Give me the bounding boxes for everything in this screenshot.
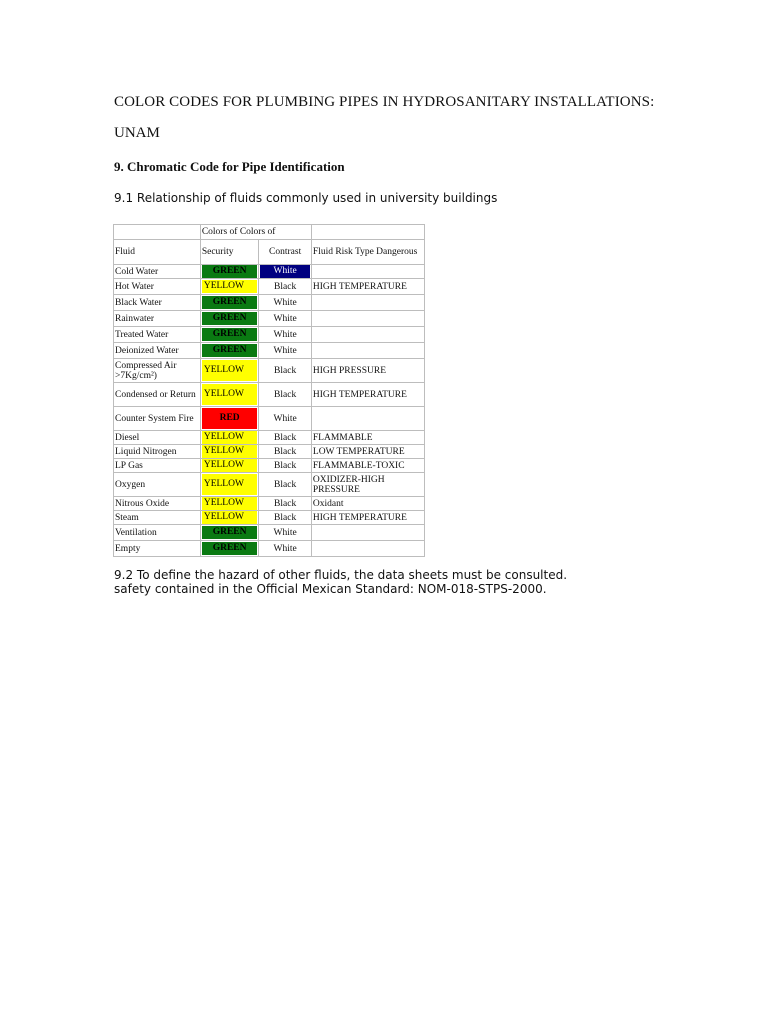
security-color-chip: YELLOW	[202, 497, 258, 510]
security-color-cell	[200, 497, 259, 511]
security-color-chip: YELLOW	[202, 280, 258, 293]
header-security: Security	[200, 240, 259, 265]
fluid-cell: Hot Water	[114, 279, 201, 295]
subsection-heading: 9.1 Relationship of fluids commonly used in university buildings	[114, 191, 498, 205]
security-color-chip: RED	[202, 408, 258, 429]
fluid-cell: Steam	[114, 511, 201, 525]
security-color-cell	[200, 445, 259, 459]
contrast-cell: Black	[259, 383, 312, 407]
table-row	[114, 497, 425, 511]
security-color-chip: GREEN	[202, 265, 258, 278]
contrast-cell: Black	[259, 497, 312, 511]
table-row	[114, 407, 425, 431]
security-color-cell	[200, 431, 259, 445]
note-9-2-line-1: 9.2 To define the hazard of other fluids, the data sheets must be consulted.	[114, 568, 568, 582]
risk-cell: FLAMMABLE-TOXIC	[311, 459, 424, 473]
risk-cell	[311, 295, 424, 311]
table-row	[114, 295, 425, 311]
table-row	[114, 311, 425, 327]
table-row	[114, 473, 425, 497]
contrast-cell: Black	[259, 445, 312, 459]
table-row	[114, 511, 425, 525]
table-row	[114, 383, 425, 407]
security-color-chip: YELLOW	[202, 459, 258, 472]
contrast-cell: White	[259, 327, 312, 343]
security-color-cell	[200, 295, 259, 311]
contrast-cell: White	[259, 295, 312, 311]
risk-cell	[311, 407, 424, 431]
fluid-cell: Oxygen	[114, 473, 201, 497]
table-row	[114, 445, 425, 459]
security-color-cell	[200, 473, 259, 497]
table-row	[114, 525, 425, 541]
fluid-cell: LP Gas	[114, 459, 201, 473]
fluid-cell: Condensed or Return	[114, 383, 201, 407]
table-row	[114, 265, 425, 279]
fluid-cell: Empty	[114, 541, 201, 557]
risk-cell	[311, 525, 424, 541]
contrast-cell: Black	[259, 359, 312, 383]
fluid-cell: Rainwater	[114, 311, 201, 327]
contrast-cell: White	[259, 525, 312, 541]
contrast-cell: White	[259, 541, 312, 557]
fluid-cell: Compressed Air >7Kg/cm²)	[114, 359, 201, 383]
color-code-table	[113, 224, 425, 557]
section-heading: 9. Chromatic Code for Pipe Identification	[114, 159, 345, 174]
security-color-cell	[200, 383, 259, 407]
risk-cell	[311, 265, 424, 279]
fluid-cell: Deionized Water	[114, 343, 201, 359]
table-row	[114, 343, 425, 359]
security-color-cell	[200, 327, 259, 343]
risk-cell: FLAMMABLE	[311, 431, 424, 445]
risk-cell: HIGH TEMPERATURE	[311, 279, 424, 295]
contrast-cell: Black	[259, 279, 312, 295]
fluid-cell: Cold Water	[114, 265, 201, 279]
security-color-chip: YELLOW	[202, 384, 258, 405]
contrast-cell: Black	[259, 431, 312, 445]
security-color-cell	[200, 511, 259, 525]
security-color-cell	[200, 265, 259, 279]
fluid-cell: Diesel	[114, 431, 201, 445]
header-cell-empty	[114, 225, 201, 240]
security-color-chip: GREEN	[202, 312, 258, 325]
risk-cell: HIGH TEMPERATURE	[311, 383, 424, 407]
security-color-chip: GREEN	[202, 526, 258, 539]
contrast-cell: Black	[259, 473, 312, 497]
header-row-top	[114, 225, 425, 240]
security-color-cell	[200, 311, 259, 327]
contrast-cell: White	[259, 343, 312, 359]
security-color-chip: YELLOW	[202, 445, 258, 458]
security-color-cell	[200, 359, 259, 383]
table-row	[114, 359, 425, 383]
contrast-cell: Black	[259, 511, 312, 525]
table-row	[114, 279, 425, 295]
risk-cell: HIGH TEMPERATURE	[311, 511, 424, 525]
table-row	[114, 541, 425, 557]
risk-cell: LOW TEMPERATURE	[311, 445, 424, 459]
institution-name: UNAM	[114, 125, 160, 141]
security-color-cell	[200, 525, 259, 541]
risk-cell: OXIDIZER-HIGH PRESSURE	[311, 473, 424, 497]
fluid-cell: Nitrous Oxide	[114, 497, 201, 511]
security-color-chip: GREEN	[202, 344, 258, 357]
note-9-2-line-2: safety contained in the Official Mexican Standard: NOM-018-STPS-2000.	[114, 582, 547, 596]
security-color-cell	[200, 459, 259, 473]
contrast-color-chip: White	[260, 265, 310, 278]
security-color-cell	[200, 541, 259, 557]
risk-cell	[311, 327, 424, 343]
risk-cell	[311, 311, 424, 327]
risk-cell: HIGH PRESSURE	[311, 359, 424, 383]
table-row	[114, 327, 425, 343]
risk-cell: Oxidant	[311, 497, 424, 511]
fluid-cell: Liquid Nitrogen	[114, 445, 201, 459]
security-color-chip: GREEN	[202, 296, 258, 309]
table-row	[114, 459, 425, 473]
risk-cell	[311, 343, 424, 359]
header-risk: Fluid Risk Type Dangerous	[311, 240, 424, 265]
security-color-chip: YELLOW	[202, 431, 258, 444]
header-fluid: Fluid	[114, 240, 201, 265]
header-colors-label: Colors of Colors of	[200, 225, 311, 240]
table-row	[114, 431, 425, 445]
contrast-cell: Black	[259, 459, 312, 473]
fluid-cell: Treated Water	[114, 327, 201, 343]
fluid-cell: Counter System Fire	[114, 407, 201, 431]
fluid-cell: Ventilation	[114, 525, 201, 541]
note-9-2	[114, 568, 567, 596]
security-color-chip: GREEN	[202, 542, 258, 555]
security-color-cell	[200, 343, 259, 359]
security-color-cell	[200, 279, 259, 295]
header-cell-empty	[311, 225, 424, 240]
security-color-cell	[200, 407, 259, 431]
security-color-chip: YELLOW	[202, 360, 258, 381]
security-color-chip: YELLOW	[202, 511, 258, 524]
security-color-chip: GREEN	[202, 328, 258, 341]
contrast-cell: White	[259, 311, 312, 327]
header-row	[114, 240, 425, 265]
risk-cell	[311, 541, 424, 557]
document-title: COLOR CODES FOR PLUMBING PIPES IN HYDROSANITARY INSTALLATIONS:	[114, 94, 655, 110]
contrast-cell: White	[259, 407, 312, 431]
header-contrast: Contrast	[259, 240, 312, 265]
contrast-color-cell	[259, 265, 312, 279]
fluid-cell: Black Water	[114, 295, 201, 311]
security-color-chip: YELLOW	[202, 474, 258, 495]
